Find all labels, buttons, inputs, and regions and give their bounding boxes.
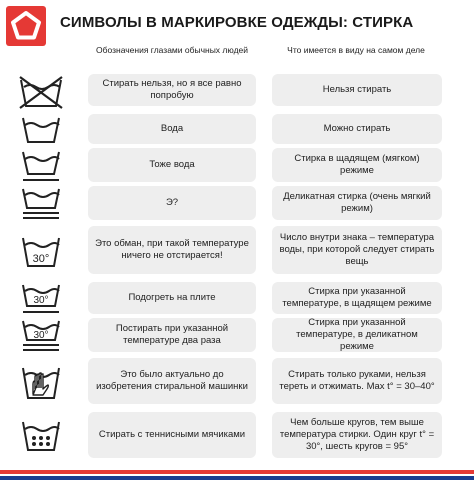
common-meaning-cell: Вода: [88, 114, 256, 144]
table-row: [0, 74, 474, 110]
wash-30-one-bar-icon: [16, 282, 66, 316]
table-row: [0, 186, 474, 222]
table-row: [0, 318, 474, 354]
actual-meaning-cell: Можно стирать: [272, 114, 442, 144]
table-row: [0, 412, 474, 462]
common-meaning-cell: Это было актуально до изобретения стиральной машинки: [88, 358, 256, 404]
table-row: [0, 358, 474, 408]
common-meaning-cell: Стирать нельзя, но я все равно попробую: [88, 74, 256, 106]
wash-30-two-bars-icon: [16, 318, 66, 354]
actual-meaning-cell: Чем больше кругов, тем выше температура стирки. Один круг t° = 30°, шесть кругов = 95°: [272, 412, 442, 458]
table-row: [0, 226, 474, 278]
hand-wash-icon: [16, 362, 66, 402]
actual-meaning-cell: Деликатная стирка (очень мягкий режим): [272, 186, 442, 220]
column-header-left: Обозначения глазами обычных людей: [95, 45, 249, 55]
common-meaning-cell: Тоже вода: [88, 148, 256, 182]
temperature-label: 30°: [33, 295, 49, 306]
wash-tub-icon: [16, 114, 66, 146]
table-row: [0, 148, 474, 184]
temperature-label: 30°: [32, 253, 50, 265]
common-meaning-cell: Это обман, при такой температуре ничего не отстирается!: [88, 226, 256, 274]
column-header-right: Что имеется в виду на самом деле: [287, 45, 425, 55]
bottom-stripe-red: [0, 470, 474, 474]
actual-meaning-cell: Стирка в щадящем (мягком) режиме: [272, 148, 442, 182]
temperature-label: 30°: [33, 330, 49, 341]
page-title: СИМВОЛЫ В МАРКИРОВКЕ ОДЕЖДЫ: СТИРКА: [60, 14, 414, 31]
actual-meaning-cell: Стирать только руками, нельзя тереть и отжимать. Max t° = 30–40°: [272, 358, 442, 404]
common-meaning-cell: Подогреть на плите: [88, 282, 256, 314]
actual-meaning-cell: Стирка при указанной температуре, в деликатном режиме: [272, 318, 442, 352]
wash-30-icon: [16, 234, 66, 270]
actual-meaning-cell: Нельзя стирать: [272, 74, 442, 106]
common-meaning-cell: Э?: [88, 186, 256, 220]
bottom-stripe-blue: [0, 476, 474, 480]
no-wash-icon: [16, 74, 66, 110]
table-row: [0, 114, 474, 146]
wash-tub-one-bar-icon: [16, 148, 66, 184]
brand-logo: [6, 6, 46, 46]
common-meaning-cell: Стирать с теннисными мячиками: [88, 412, 256, 458]
actual-meaning-cell: Число внутри знака – температура воды, при которой следует стирать вещь: [272, 226, 442, 274]
actual-meaning-cell: Стирка при указанной температуре, в щадящем режиме: [272, 282, 442, 314]
wash-tub-two-bars-icon: [16, 186, 66, 222]
wash-dots-icon: [16, 418, 66, 454]
common-meaning-cell: Постирать при указанной температуре два раза: [88, 318, 256, 352]
table-row: [0, 282, 474, 316]
